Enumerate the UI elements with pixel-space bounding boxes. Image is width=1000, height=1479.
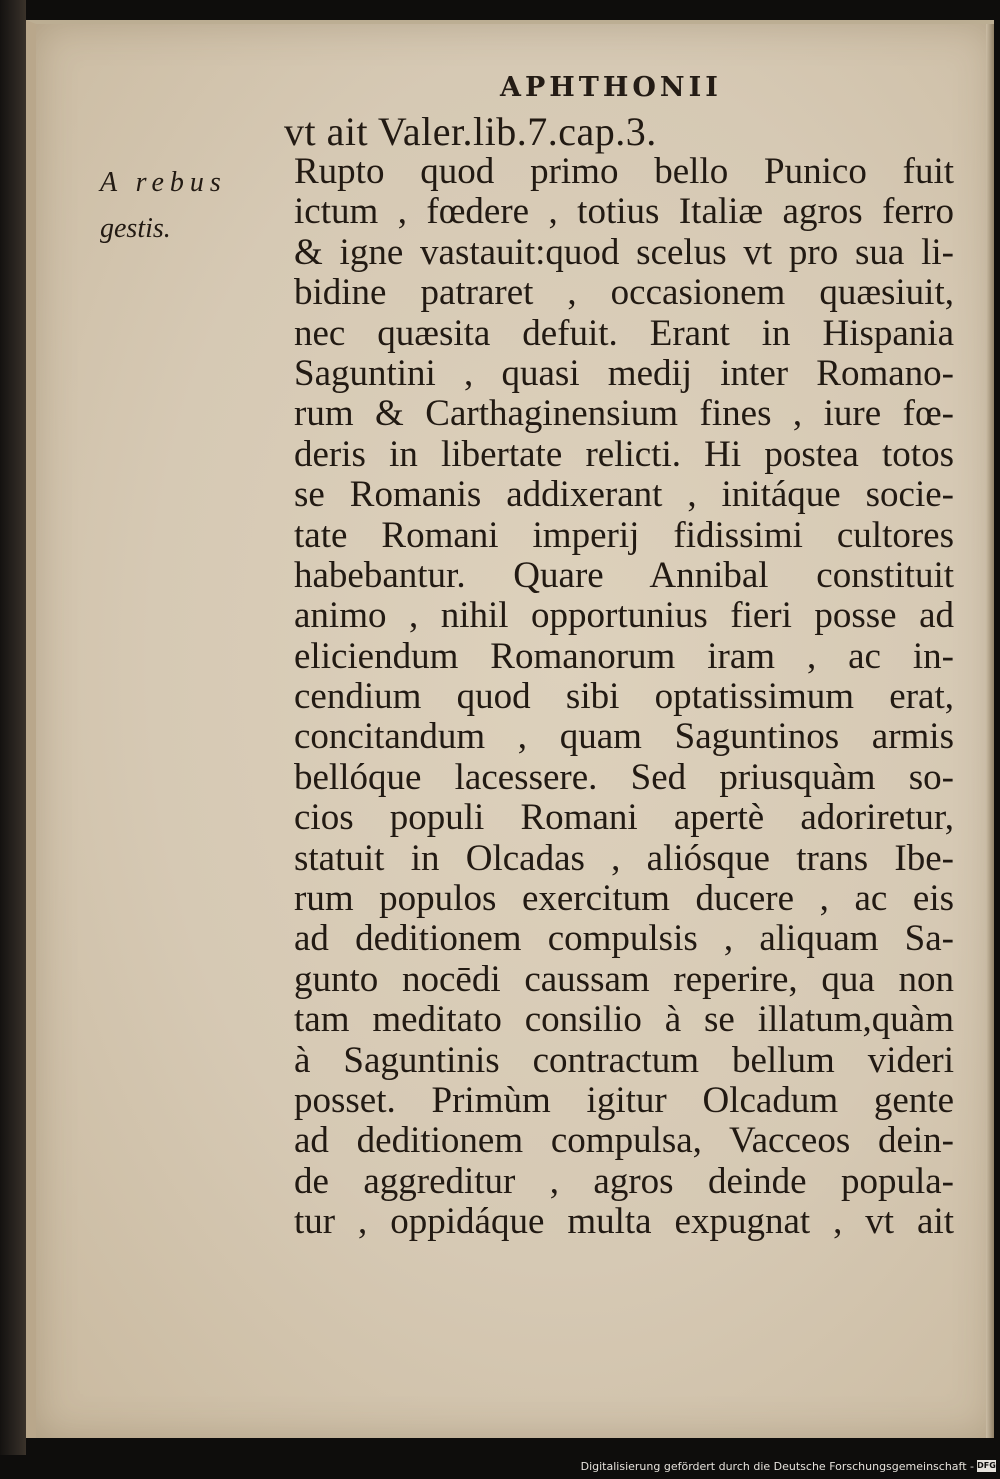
- text-line: cendium quod sibi optatissimum erat,: [294, 676, 954, 718]
- text-line: Saguntini , quasi medij inter Romano-: [294, 352, 954, 394]
- text-line: tate Romani imperij fidissimi cultores: [294, 514, 954, 556]
- text-line: rum & Carthaginensium fines , iure fœ-: [294, 393, 954, 435]
- text-line: concitandum , quam Saguntinos armis: [294, 716, 954, 758]
- text-line: de aggreditur , agros deinde popula-: [294, 1160, 954, 1202]
- book-spine: [0, 0, 26, 1479]
- text-line: ictum , fœdere , totius Italiæ agros ferro: [294, 191, 954, 233]
- text-line: deris in libertate relicti. Hi postea totos: [294, 433, 954, 475]
- dfg-logo: DFG: [977, 1461, 996, 1470]
- page-edge: [986, 24, 994, 1438]
- marginal-note-line: A rebus: [100, 167, 227, 198]
- text-line: ad deditionem compulsis , aliquam Sa-: [294, 918, 954, 960]
- text-line: tam meditato consilio à se illatum,quàm: [294, 999, 954, 1041]
- text-line: bellóque lacessere. Sed priusquàm so-: [294, 756, 954, 798]
- marginal-note: [100, 160, 227, 252]
- text-line: cios populi Romani apertè adoriretur,: [294, 797, 954, 839]
- text-line: statuit in Olcadas , aliósque trans Ibe-: [294, 837, 954, 879]
- main-text-block: [294, 152, 954, 1243]
- text-line: animo , nihil opportunius fieri posse ad: [294, 595, 954, 637]
- text-line: à Saguntinis contractum bellum videri: [294, 1039, 954, 1081]
- text-line: Rupto quod primo bello Punico fuit: [294, 151, 954, 192]
- text-line: tur , oppidáque multa expugnat , vt ait: [294, 1201, 954, 1243]
- text-line: posset. Primùm igitur Olcadum gente: [294, 1079, 954, 1121]
- first-text-line: vt ait Valer.lib.7.cap.3.: [284, 109, 657, 154]
- marginal-note-line: gestis.: [100, 213, 171, 244]
- text-line: rum populos exercitum ducere , ac eis: [294, 878, 954, 920]
- funding-credit: Digitalisierung gefördert durch die Deutsche Forschungsgemeinschaft -: [580, 1460, 974, 1473]
- text-line: nec quæsita defuit. Erant in Hispania: [294, 312, 954, 354]
- running-head: APHTHONII: [500, 72, 722, 103]
- text-line: habebantur. Quare Annibal constituit: [294, 554, 954, 596]
- text-line: bidine patraret , occasionem quæsiuit,: [294, 272, 954, 314]
- text-line: gunto nocēdi caussam reperire, qua non: [294, 958, 954, 1000]
- text-line: eliciendum Romanorum iram , ac in-: [294, 635, 954, 677]
- text-line: & igne vastauit:quod scelus vt pro sua li-: [294, 231, 954, 273]
- text-line: se Romanis addixerant , initáque socie-: [294, 474, 954, 516]
- text-line: ad deditionem compulsa, Vacceos dein-: [294, 1120, 954, 1162]
